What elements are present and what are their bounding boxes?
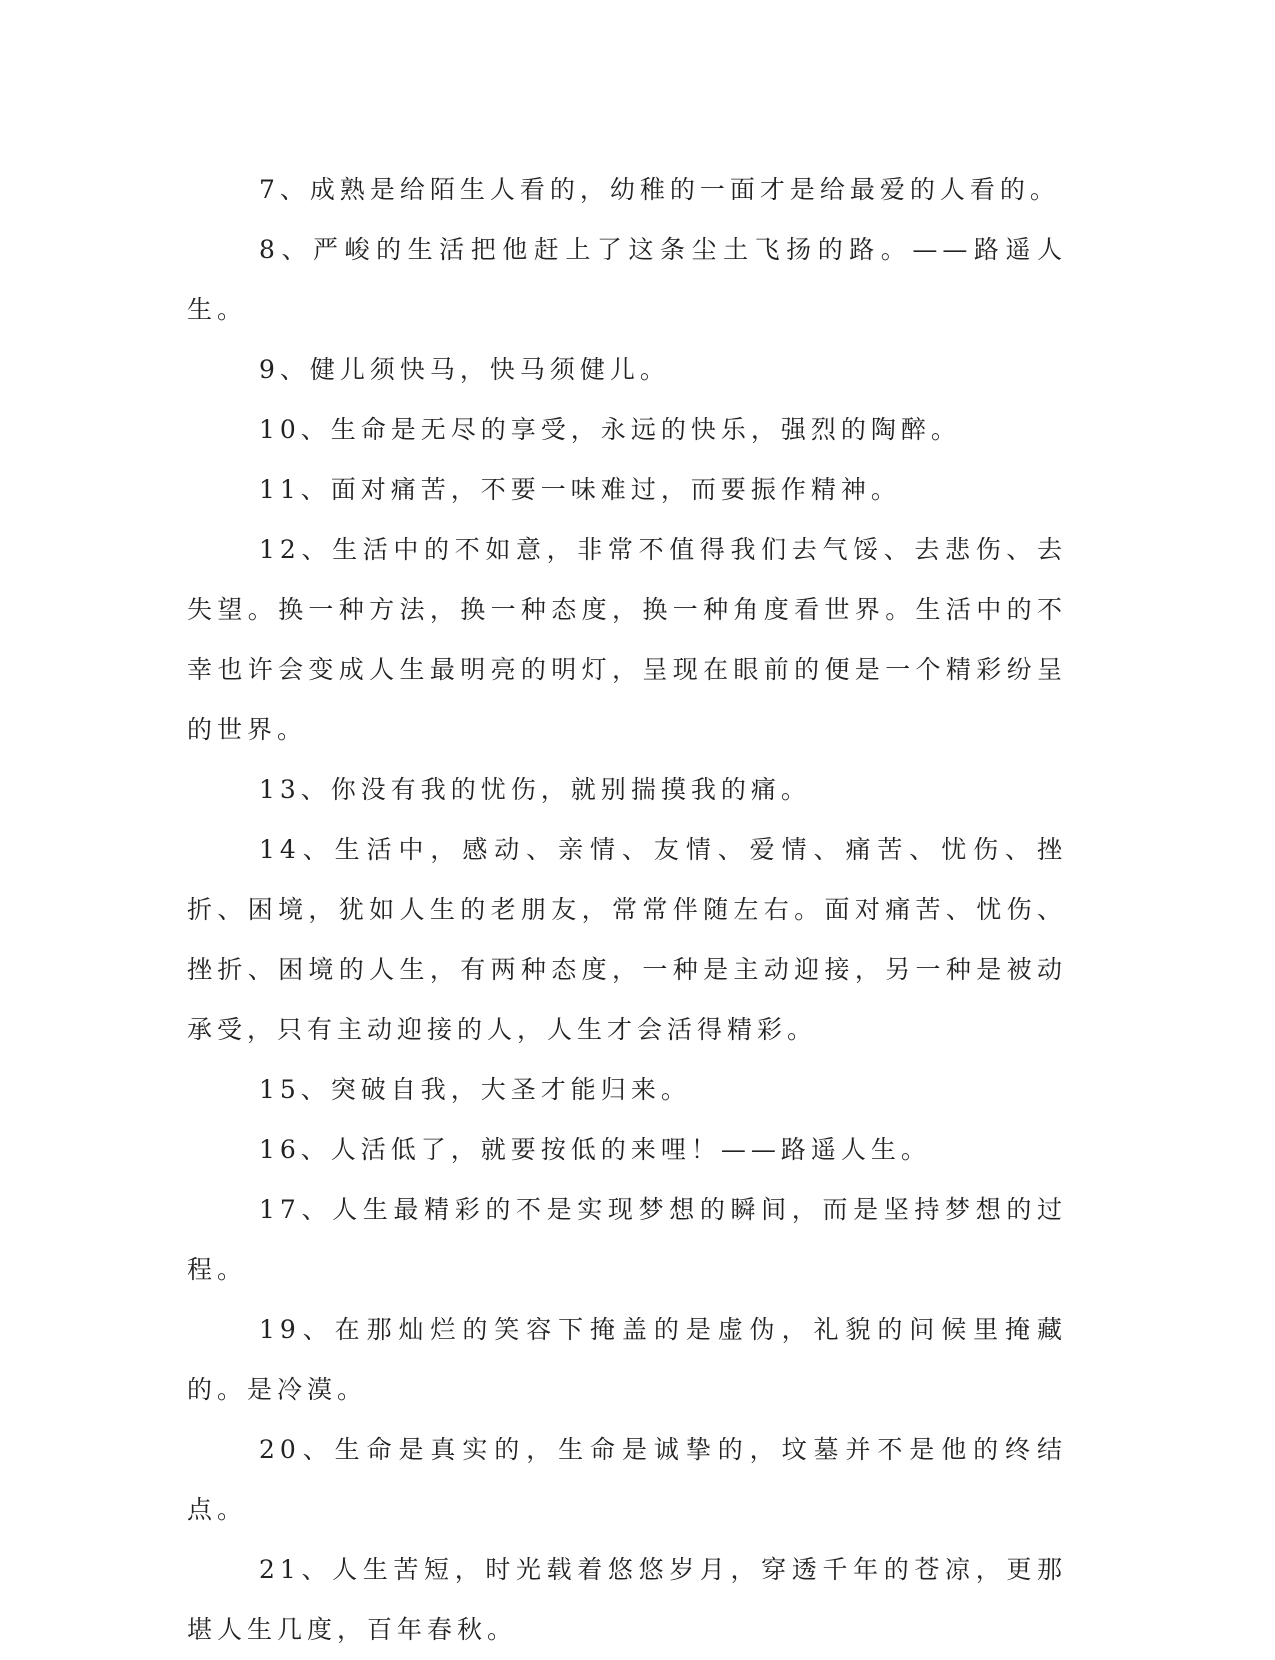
paragraph-21: 21、人生苦短，时光载着悠悠岁月，穿透千年的苍凉，更那堪人生几度，百年春秋。 xyxy=(187,1555,1067,1644)
paragraph-8: 8、严峻的生活把他赶上了这条尘土飞扬的路。——路遥人生。 xyxy=(187,235,1067,324)
paragraph-16: 16、人活低了，就要按低的来哩！——路遥人生。 xyxy=(259,1135,931,1164)
paragraph-20: 20、生命是真实的，生命是诚挚的，坟墓并不是他的终结点。 xyxy=(187,1435,1067,1524)
paragraph-7: 7、成熟是给陌生人看的，幼稚的一面才是给最爱的人看的。 xyxy=(259,175,1060,204)
paragraph-19: 19、在那灿烂的笑容下掩盖的是虚伪，礼貌的问候里掩藏的。是冷漠。 xyxy=(187,1315,1067,1404)
document-body xyxy=(187,160,1067,1660)
paragraph-15: 15、突破自我，大圣才能归来。 xyxy=(259,1075,691,1104)
paragraph-17: 17、人生最精彩的不是实现梦想的瞬间，而是坚持梦想的过程。 xyxy=(187,1195,1067,1284)
paragraph-14: 14、生活中，感动、亲情、友情、爱情、痛苦、忧伤、挫折、困境，犹如人生的老朋友，常常伴随左右。面对痛苦、忧伤、挫折、困境的人生，有两种态度，一种是主动迎接，另一种是被动承受，只有主动迎接的人，人生才会活得精彩。 xyxy=(187,835,1067,1044)
paragraph-11: 11、面对痛苦，不要一味难过，而要振作精神。 xyxy=(259,475,901,504)
paragraph-13: 13、你没有我的忧伤，就别揣摸我的痛。 xyxy=(259,775,811,804)
paragraph-10: 10、生命是无尽的享受，永远的快乐，强烈的陶醉。 xyxy=(259,415,961,444)
paragraph-9: 9、健儿须快马，快马须健儿。 xyxy=(259,355,670,384)
paragraph-12: 12、生活中的不如意，非常不值得我们去气馁、去悲伤、去失望。换一种方法，换一种态度，换一种角度看世界。生活中的不幸也许会变成人生最明亮的明灯，呈现在眼前的便是一个精彩纷呈的世界。 xyxy=(187,535,1067,744)
